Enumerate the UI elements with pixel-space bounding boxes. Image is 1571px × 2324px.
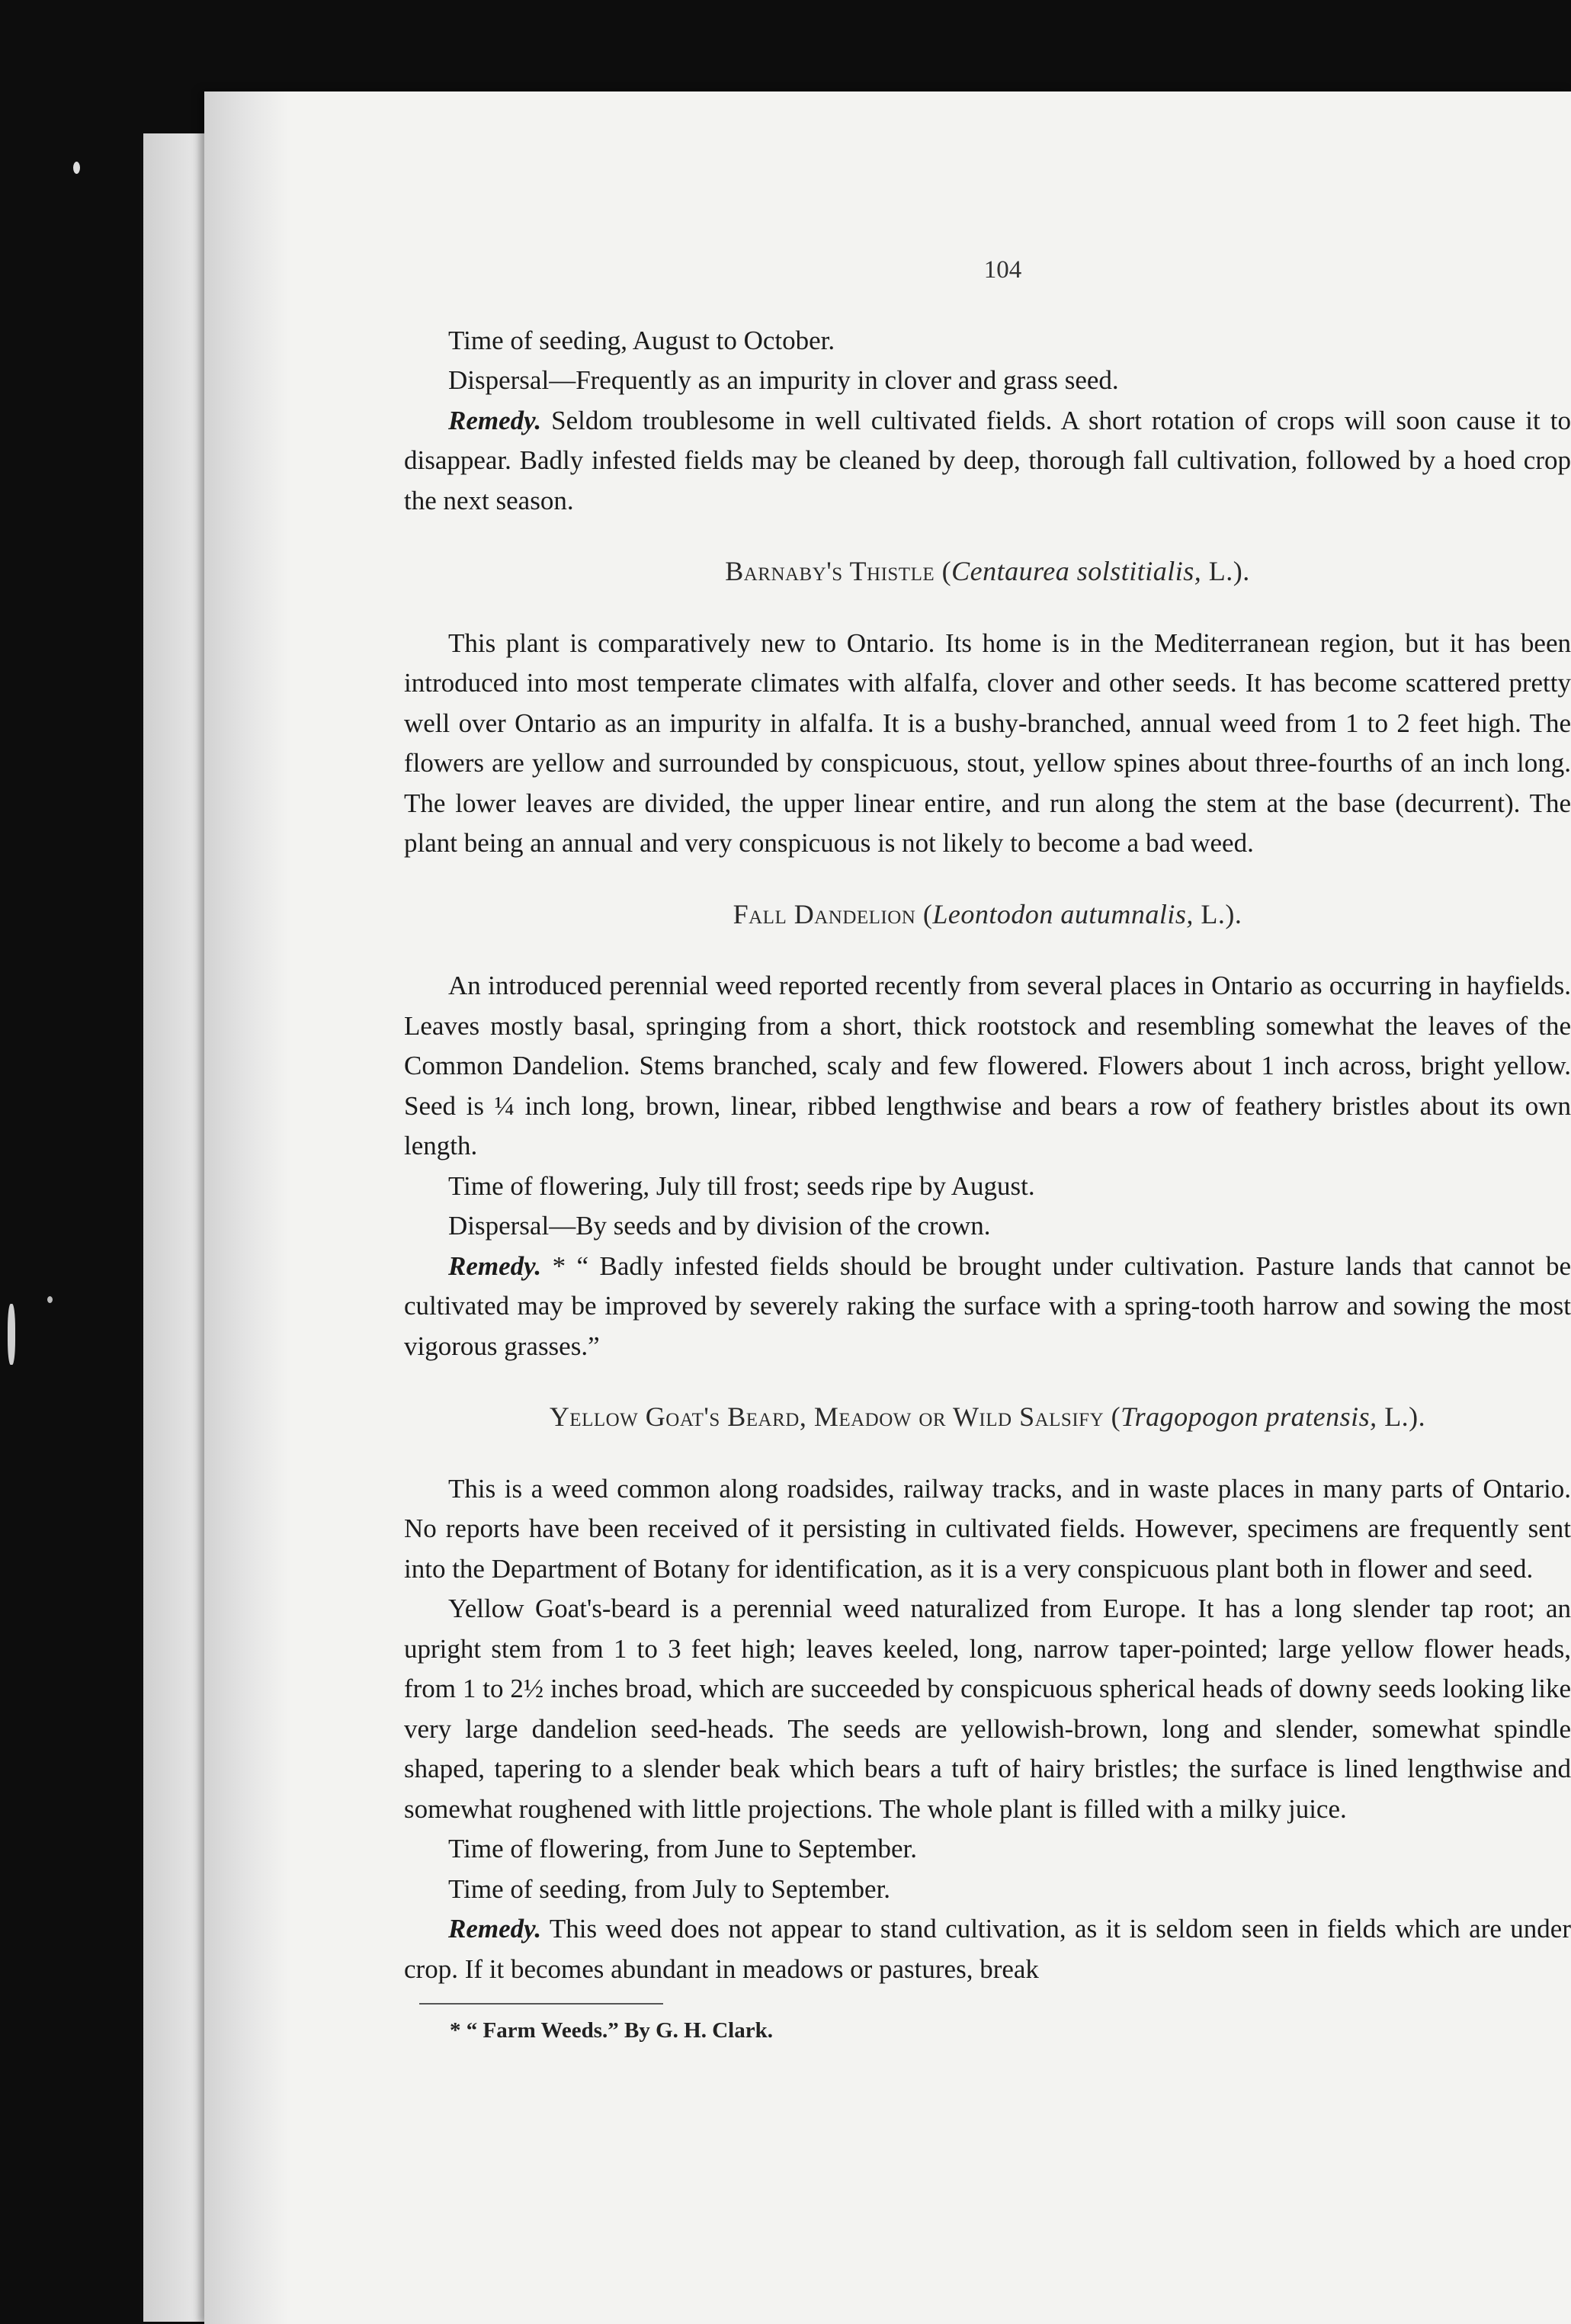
dispersal-line: Dispersal—By seeds and by division of the crown. <box>448 1211 991 1241</box>
dust-speck <box>73 162 80 174</box>
remedy-label: Remedy. <box>448 405 542 435</box>
heading-author: L.). <box>1377 1401 1426 1432</box>
footnote-divider <box>419 2003 663 2005</box>
section-heading-barnabys-thistle: Barnaby's Thistle (Centaurea solstitialis, L.). <box>725 556 1250 586</box>
flowering-time-line: Time of flowering, from June to September. <box>448 1834 918 1863</box>
page-number: 104 <box>983 256 1022 284</box>
dust-speck <box>47 1296 53 1303</box>
remedy-text: * “ Badly infested fields should be brought under cultivation. Pasture lands that cannot be cultivated may be improved by severely raking the surface with a spring-tooth harrow and sowing the most vigorous grasses.” <box>404 1250 1571 1361</box>
remedy-paragraph <box>404 1909 1571 1989</box>
document-page <box>204 91 1571 2324</box>
fall-dandelion-description: An introduced perennial weed reported recently from several places in Ontario as occurring in hayfields. Leaves mostly basal, springing from a short, thick rootstock and resembling somewhat the leaves of the Common Dandelion. Stems branched, scaly and few flowered. Flowers about 1 inch across, bright yellow. Seed is ¼ inch long, brown, linear, ribbed lengthwise and bears a row of feathery bristles about its own length. <box>404 971 1571 1160</box>
heading-common-name: Barnaby's Thistle <box>725 556 935 586</box>
gutter-shadow <box>204 91 288 2324</box>
heading-latin-name: Tragopogon pratensis, <box>1121 1401 1377 1432</box>
remedy-paragraph <box>404 401 1571 522</box>
flowering-time-line: Time of flowering, July till frost; seeds ripe by August. <box>448 1170 1035 1201</box>
heading-common-name: Yellow Goat's Beard, Meadow or Wild Salsify <box>549 1401 1105 1432</box>
section-heading-fall-dandelion: Fall Dandelion (Leontodon autumnalis, L.). <box>733 898 1242 929</box>
remedy-text: This weed does not appear to stand cultivation, as it is seldom seen in fields which are under crop. If it becomes abundant in meadows or pastures, break <box>404 1914 1571 1984</box>
goats-beard-paragraph-1: This is a weed common along roadsides, railway tracks, and in waste places in many parts of Ontario. No reports have been received of it persisting in cultivated fields. However, specimens are frequently sent into the Department of Botany for identification, as it is a very conspicuous plant both in flower and seed. <box>404 1473 1571 1584</box>
remedy-label: Remedy. <box>448 1250 542 1281</box>
heading-author: L.). <box>1201 556 1250 586</box>
section-heading-goats-beard: Yellow Goat's Beard, Meadow or Wild Salsify (Tragopogon pratensis, L.). <box>549 1401 1426 1432</box>
footnote: * “ Farm Weeds.” By G. H. Clark. <box>450 2018 773 2043</box>
dispersal-line: Dispersal—Frequently as an impurity in clover and grass seed. <box>448 365 1119 395</box>
heading-latin-name: Centaurea solstitialis, <box>951 556 1202 586</box>
heading-author: L.). <box>1193 898 1242 929</box>
remedy-text: Seldom troublesome in well cultivated fields. A short rotation of crops will soon cause it to disappear. Badly infested fields may be cleaned by deep, thorough fall cultivation, followed by a hoed crop the next season. <box>404 405 1571 515</box>
goats-beard-paragraph-2: Yellow Goat's-beard is a perennial weed naturalized from Europe. It has a long slender tap root; an upright stem from 1 to 3 feet high; leaves keeled, long, narrow taper-pointed; large yellow flower heads, from 1 to 2½ inches broad, which are succeeded by conspicuous spherical heads of downy seeds looking like very large dandelion seed-heads. The seeds are yellowish-brown, long and slender, somewhat spindle shaped, tapering to a slender beak which bears a tuft of hairy bristles; the surface is lined lengthwise and somewhat roughened with little projections. The whole plant is filled with a milky juice. <box>404 1594 1571 1824</box>
page-text-block <box>404 152 1571 2051</box>
heading-latin-name: Leontodon autumnalis, <box>932 898 1194 929</box>
remedy-paragraph <box>404 1247 1571 1367</box>
seeding-time-line: Time of seeding, from July to September. <box>448 1873 891 1904</box>
seeding-time-line: Time of seeding, August to October. <box>448 325 835 355</box>
dust-speck <box>8 1304 15 1365</box>
heading-common-name: Fall Dandelion <box>733 898 916 929</box>
remedy-label: Remedy. <box>448 1914 542 1944</box>
barnabys-thistle-description: This plant is comparatively new to Ontario. Its home is in the Mediterranean region, but it has been introduced into most temperate climates with alfalfa, clover and other seeds. It has become scattered pretty well over Ontario as an impurity in alfalfa. It is a bushy-branched, annual weed from 1 to 2 feet high. The flowers are yellow and surrounded by conspicuous, stout, yellow spines about three-fourths of an inch long. The lower leaves are divided, the upper linear entire, and run along the stem at the base (decurrent). The plant being an annual and very conspicuous is not likely to become a bad weed. <box>404 628 1571 858</box>
